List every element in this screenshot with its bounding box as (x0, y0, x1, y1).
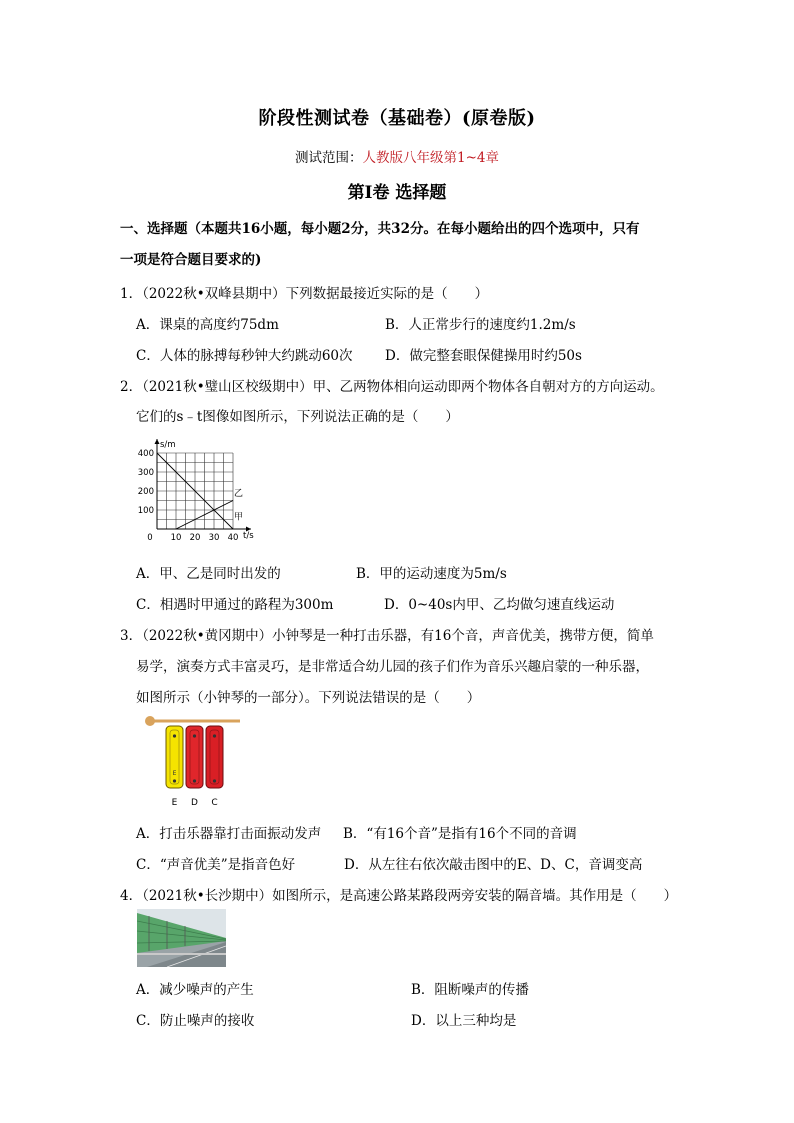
q2-option-c[interactable]: C．相遇时甲通过的路程为300m (136, 597, 334, 613)
page-title: 阶段性测试卷（基础卷）(原卷版) (258, 108, 536, 129)
test-scope (0, 146, 794, 166)
q1-option-d[interactable]: D．做完整套眼保健操用时约50s (385, 348, 582, 364)
q2-option-d[interactable]: D．0~40s内甲、乙均做匀速直线运动 (384, 597, 615, 613)
q1-option-b[interactable]: B．人正常步行的速度约1.2m/s (385, 317, 576, 333)
series-label: 乙 (234, 488, 244, 499)
x-axis-label: t/s (243, 531, 254, 541)
q1-option-a[interactable]: A．课桌的高度约75dm (136, 317, 279, 333)
bar-label-d: D (191, 798, 198, 808)
section-title: 第Ⅰ卷 选择题 (347, 183, 447, 203)
q2-stem-line-2: 它们的s﹣t图像如图所示，下列说法正确的是（ ） (136, 409, 459, 425)
q4-stem: 4．（2021秋•长沙期中）如图所示，是高速公路某路段两旁安装的隔音墙。其作用是（ ） (120, 888, 678, 904)
q2-option-a[interactable]: A．甲、乙是同时出发的 (136, 566, 281, 582)
x-tick-label: 0 (147, 533, 153, 543)
q3-option-a[interactable]: A．打击乐器靠打击面振动发声 (136, 826, 322, 842)
scope-value: 人教版八年级第1~4章 (362, 150, 499, 166)
q3-option-b[interactable]: B．“有16个音”是指有16个不同的音调 (343, 826, 577, 842)
y-tick-label: 400 (137, 449, 154, 459)
q3-stem-line-3: 如图所示（小钟琴的一部分）。下列说法错误的是（ ） (136, 690, 481, 706)
st-graph (133, 432, 263, 552)
x-tick-label: 30 (208, 533, 220, 543)
instructions-line-2: 一项是符合题目要求的) (120, 252, 262, 268)
q1-stem: 1．（2022秋•双峰县期中）下列数据最接近实际的是（ ） (120, 286, 489, 302)
bar-label-e: E (171, 798, 178, 808)
q4-option-a[interactable]: A．减少噪声的产生 (136, 982, 254, 998)
q3-stem-line-1: 3．（2022秋•黄冈期中）小钟琴是一种打击乐器，有16个音，声音优美，携带方便，简单 (120, 628, 654, 644)
y-tick-label: 300 (137, 468, 154, 478)
x-tick-label: 40 (227, 533, 239, 543)
q1-option-c[interactable]: C．人体的脉搏每秒钟大约跳动60次 (136, 348, 353, 364)
bar-label-c: C (211, 798, 218, 808)
q2-stem-line-1: 2．（2021秋•璧山区校级期中）甲、乙两物体相向运动即两个物体各自朝对方的方向运动。 (120, 379, 664, 395)
y-tick-label: 100 (137, 506, 154, 516)
instructions-line-1: 一、选择题（本题共16小题，每小题2分，共32分。在每小题给出的四个选项中，只有 (120, 221, 640, 237)
scope-label: 测试范围： (295, 150, 363, 166)
y-axis-arrow (155, 439, 160, 444)
sound-barrier-photo (137, 909, 226, 967)
x-tick-label: 20 (189, 533, 201, 543)
q2-option-b[interactable]: B．甲的运动速度为5m/s (356, 566, 507, 582)
q3-stem-line-2: 易学，演奏方式丰富灵巧，是非常适合幼儿园的孩子们作为音乐兴趣启蒙的一种乐器， (136, 659, 649, 675)
q3-option-d[interactable]: D．从左往右依次敲击图中的E、D、C，音调变高 (344, 857, 643, 873)
series-label: 甲 (234, 512, 244, 523)
mallet-head (145, 716, 155, 726)
y-axis-label: s/m (160, 440, 176, 450)
q3-option-c[interactable]: C．“声音优美”是指音色好 (136, 857, 296, 873)
x-tick-label: 10 (170, 533, 182, 543)
q4-option-d[interactable]: D．以上三种均是 (411, 1013, 517, 1029)
q4-option-b[interactable]: B．阻断噪声的传播 (411, 982, 529, 998)
q4-option-c[interactable]: C．防止噪声的接收 (136, 1013, 255, 1029)
glockenspiel-figure (140, 712, 248, 812)
y-tick-label: 200 (137, 487, 154, 497)
bar-e-mark: E (172, 770, 177, 777)
